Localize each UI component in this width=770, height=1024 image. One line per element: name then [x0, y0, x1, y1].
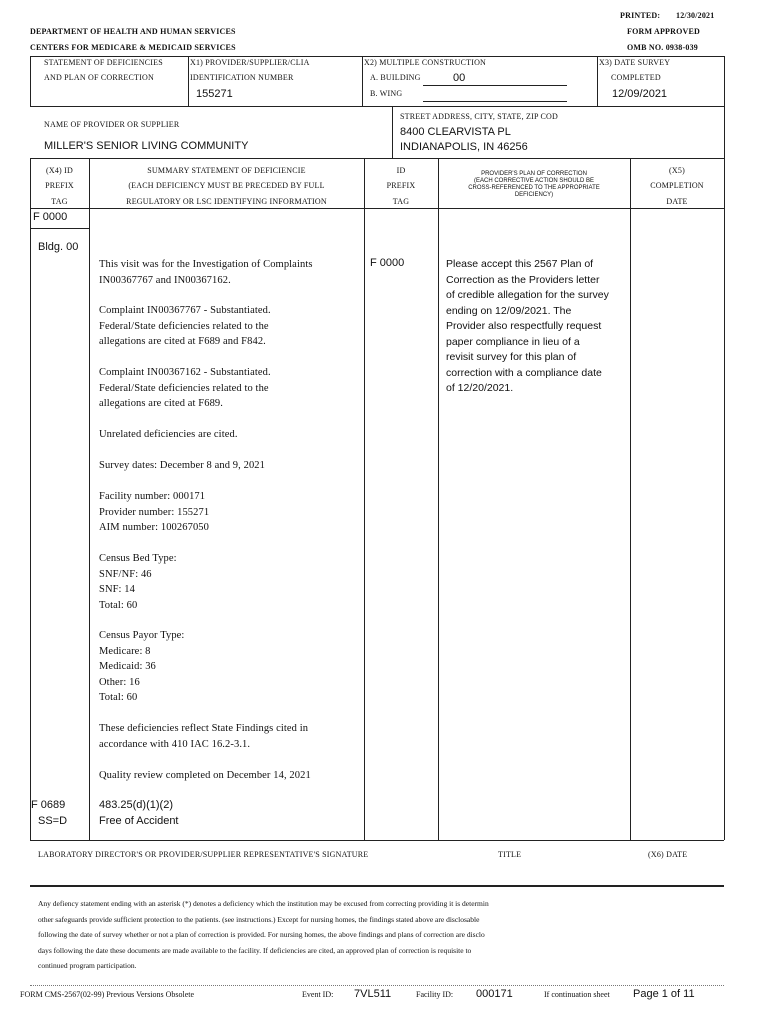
disclaimer-line: following the date of survey whether or not a plan of correction is provided. For nursing homes, the above findings and plans of correction are disclo	[38, 930, 485, 939]
form-number: FORM CMS-2567(02-99) Previous Versions Obsolete	[20, 990, 195, 999]
continuation-label: If continuation sheet	[544, 990, 610, 999]
building-value: 00	[453, 72, 466, 84]
col-line-x4	[89, 158, 90, 840]
provider-name-label: NAME OF PROVIDER OR SUPPLIER	[44, 120, 180, 129]
col-line-left	[30, 158, 31, 840]
summary-header-2: (EACH DEFICIENCY MUST BE PRECEDED BY FULL	[128, 181, 325, 190]
disclaimer	[38, 896, 489, 974]
x5-label-2: COMPLETION	[650, 181, 704, 190]
poc-header-3: CROSS-REFERENCED TO THE APPROPRIATE	[468, 185, 600, 191]
address-label: STREET ADDRESS, CITY, STATE, ZIP COD	[400, 112, 558, 121]
row1-left-edge	[30, 56, 31, 107]
x2-label: X2) MULTIPLE CONSTRUCTION	[364, 58, 487, 67]
omb-number: OMB NO. 0938-039	[627, 43, 698, 52]
x3-label-1: X3) DATE SURVEY	[599, 58, 671, 67]
disclaimer-line: days following the date these documents are made available to the facility. If deficiencies are cited, an approved plan of correction is requisite to	[38, 945, 472, 955]
col-line-poc	[630, 158, 631, 840]
x5-label-3: DATE	[666, 197, 688, 206]
survey-completed-date: 12/09/2021	[612, 88, 668, 100]
page-number: Page 1 of 11	[633, 988, 695, 1000]
title-label: TITLE	[498, 850, 522, 859]
summary-paragraph: Complaint IN00367767 - Substantiated. Federal/State deficiencies related to the allegations are cited at F689 and F842.	[99, 305, 271, 347]
regulation-title: Free of Accident	[99, 815, 179, 827]
statement-label-1: STATEMENT OF DEFICIENCIES	[44, 58, 163, 67]
row1-top-line	[30, 56, 724, 57]
wing-underline	[423, 101, 567, 102]
tag-f0000: F 0000	[33, 211, 68, 223]
footer-rule	[30, 985, 724, 986]
building-underline	[423, 85, 567, 86]
address-line-2: INDIANAPOLIS, IN 46256	[400, 141, 528, 153]
id-tag-f0000: F 0000	[370, 257, 405, 269]
statement-label-2: AND PLAN OF CORRECTION	[44, 73, 154, 82]
plan-of-correction-text: Please accept this 2567 Plan of Correction as the Providers letter of credible allegation for the survey ending on 12/09/2021. The Provider also respectfully request paper compliance in lieu of a revisit survey for this plan of correction with a compliance date of 12/20/2021.	[446, 258, 609, 394]
event-id-value: 7VL511	[354, 988, 392, 1000]
summary-paragraph: Survey dates: December 8 and 9, 2021	[99, 460, 266, 471]
summary-paragraph: Census Bed Type: SNF/NF: 46 SNF: 14 Total: 60	[99, 553, 177, 611]
x1-label-1: X1) PROVIDER/SUPPLIER/CLIA	[190, 58, 310, 67]
printed-label: PRINTED:	[620, 11, 661, 20]
table-bottom-line	[30, 840, 724, 841]
summary-paragraph: These deficiencies reflect State Findings cited in accordance with 410 IAC 16.2-3.1.	[99, 723, 309, 750]
signature-bottom-line	[30, 885, 724, 887]
building-label: A. BUILDING	[370, 73, 421, 82]
summary-paragraph: Complaint IN00367162 - Substantiated. Federal/State deficiencies related to the allegations are cited at F689.	[99, 367, 271, 409]
event-id-label: Event ID:	[302, 990, 334, 999]
row2-bottom-line	[30, 158, 724, 159]
signature-label: LABORATORY DIRECTOR'S OR PROVIDER/SUPPLIER REPRESENTATIVE'S SIGNATURE	[38, 850, 369, 859]
centers-title: CENTERS FOR MEDICARE & MEDICAID SERVICES	[30, 43, 236, 52]
provider-number: 155271	[196, 88, 233, 100]
row1-div2	[362, 56, 363, 107]
provider-name: MILLER'S SENIOR LIVING COMMUNITY	[44, 140, 249, 152]
disclaimer-line: Any defiency statement ending with an asterisk (*) denotes a deficiency which the institution may be excused from correcting providing it is determin	[38, 899, 489, 908]
x5-label-1: (X5)	[669, 166, 685, 175]
col-line-summary	[364, 158, 365, 840]
regulation-code: 483.25(d)(1)(2)	[99, 799, 173, 811]
id-label-3: TAG	[392, 197, 410, 206]
disclaimer-line: other safeguards provide sufficient protection to the patients. (see instructions.) Except for nursing homes, the findings stated above are disclosable	[38, 914, 480, 924]
department-title: DEPARTMENT OF HEALTH AND HUMAN SERVICES	[30, 27, 236, 36]
row1-div3	[597, 56, 598, 107]
row1-div1	[188, 56, 189, 107]
row2-right-edge	[724, 106, 725, 158]
summary-paragraph: This visit was for the Investigation of Complaints IN00367767 and IN00367162.	[99, 259, 313, 286]
x3-label-2: COMPLETED	[611, 73, 661, 82]
poc-header-2: (EACH CORRECTIVE ACTION SHOULD BE	[473, 178, 595, 184]
tag-building: Bldg. 00	[38, 241, 79, 253]
summary-paragraph: Unrelated deficiencies are cited.	[99, 429, 238, 440]
address-line-1: 8400 CLEARVISTA PL	[400, 126, 511, 138]
tag-f0689: F 0689	[31, 799, 66, 811]
x4-label-3: TAG	[51, 197, 68, 206]
tag-underline	[30, 228, 89, 229]
id-label-1: ID	[396, 166, 406, 175]
col-line-right	[724, 158, 725, 840]
col-line-id	[438, 158, 439, 840]
printed-date: 12/30/2021	[676, 11, 715, 20]
col-header-bottom-line	[30, 208, 724, 209]
poc-header-1: PROVIDER'S PLAN OF CORRECTION	[481, 171, 587, 177]
facility-id-value: 000171	[476, 988, 513, 1000]
disclaimer-line: continued program participation.	[38, 961, 137, 970]
x6-date-label: (X6) DATE	[648, 850, 688, 859]
row1-right-edge	[724, 56, 725, 107]
wing-label: B. WING	[370, 89, 403, 98]
x4-label-2: PREFIX	[45, 181, 74, 190]
summary-paragraph: Facility number: 000171 Provider number: 155271 AIM number: 100267050	[99, 491, 210, 533]
poc-header-4: DEFICIENCY)	[514, 192, 554, 198]
x1-label-2: IDENTIFICATION NUMBER	[190, 73, 294, 82]
row2-divider	[392, 106, 393, 158]
summary-paragraph: Quality review completed on December 14, 2021	[99, 770, 311, 781]
form-approved: FORM APPROVED	[627, 27, 701, 36]
summary-header-1: SUMMARY STATEMENT OF DEFICIENCIE	[147, 166, 306, 175]
facility-id-label: Facility ID:	[416, 990, 454, 999]
summary-header-3: REGULATORY OR LSC IDENTIFYING INFORMATION	[126, 197, 327, 206]
tag-scope-severity: SS=D	[38, 815, 68, 827]
id-label-2: PREFIX	[386, 181, 416, 190]
x4-label-1: (X4) ID	[46, 166, 73, 175]
row1-bottom-line	[30, 106, 724, 107]
summary-paragraph: Census Payor Type: Medicare: 8 Medicaid: 36 Other: 16 Total: 60	[99, 630, 185, 703]
